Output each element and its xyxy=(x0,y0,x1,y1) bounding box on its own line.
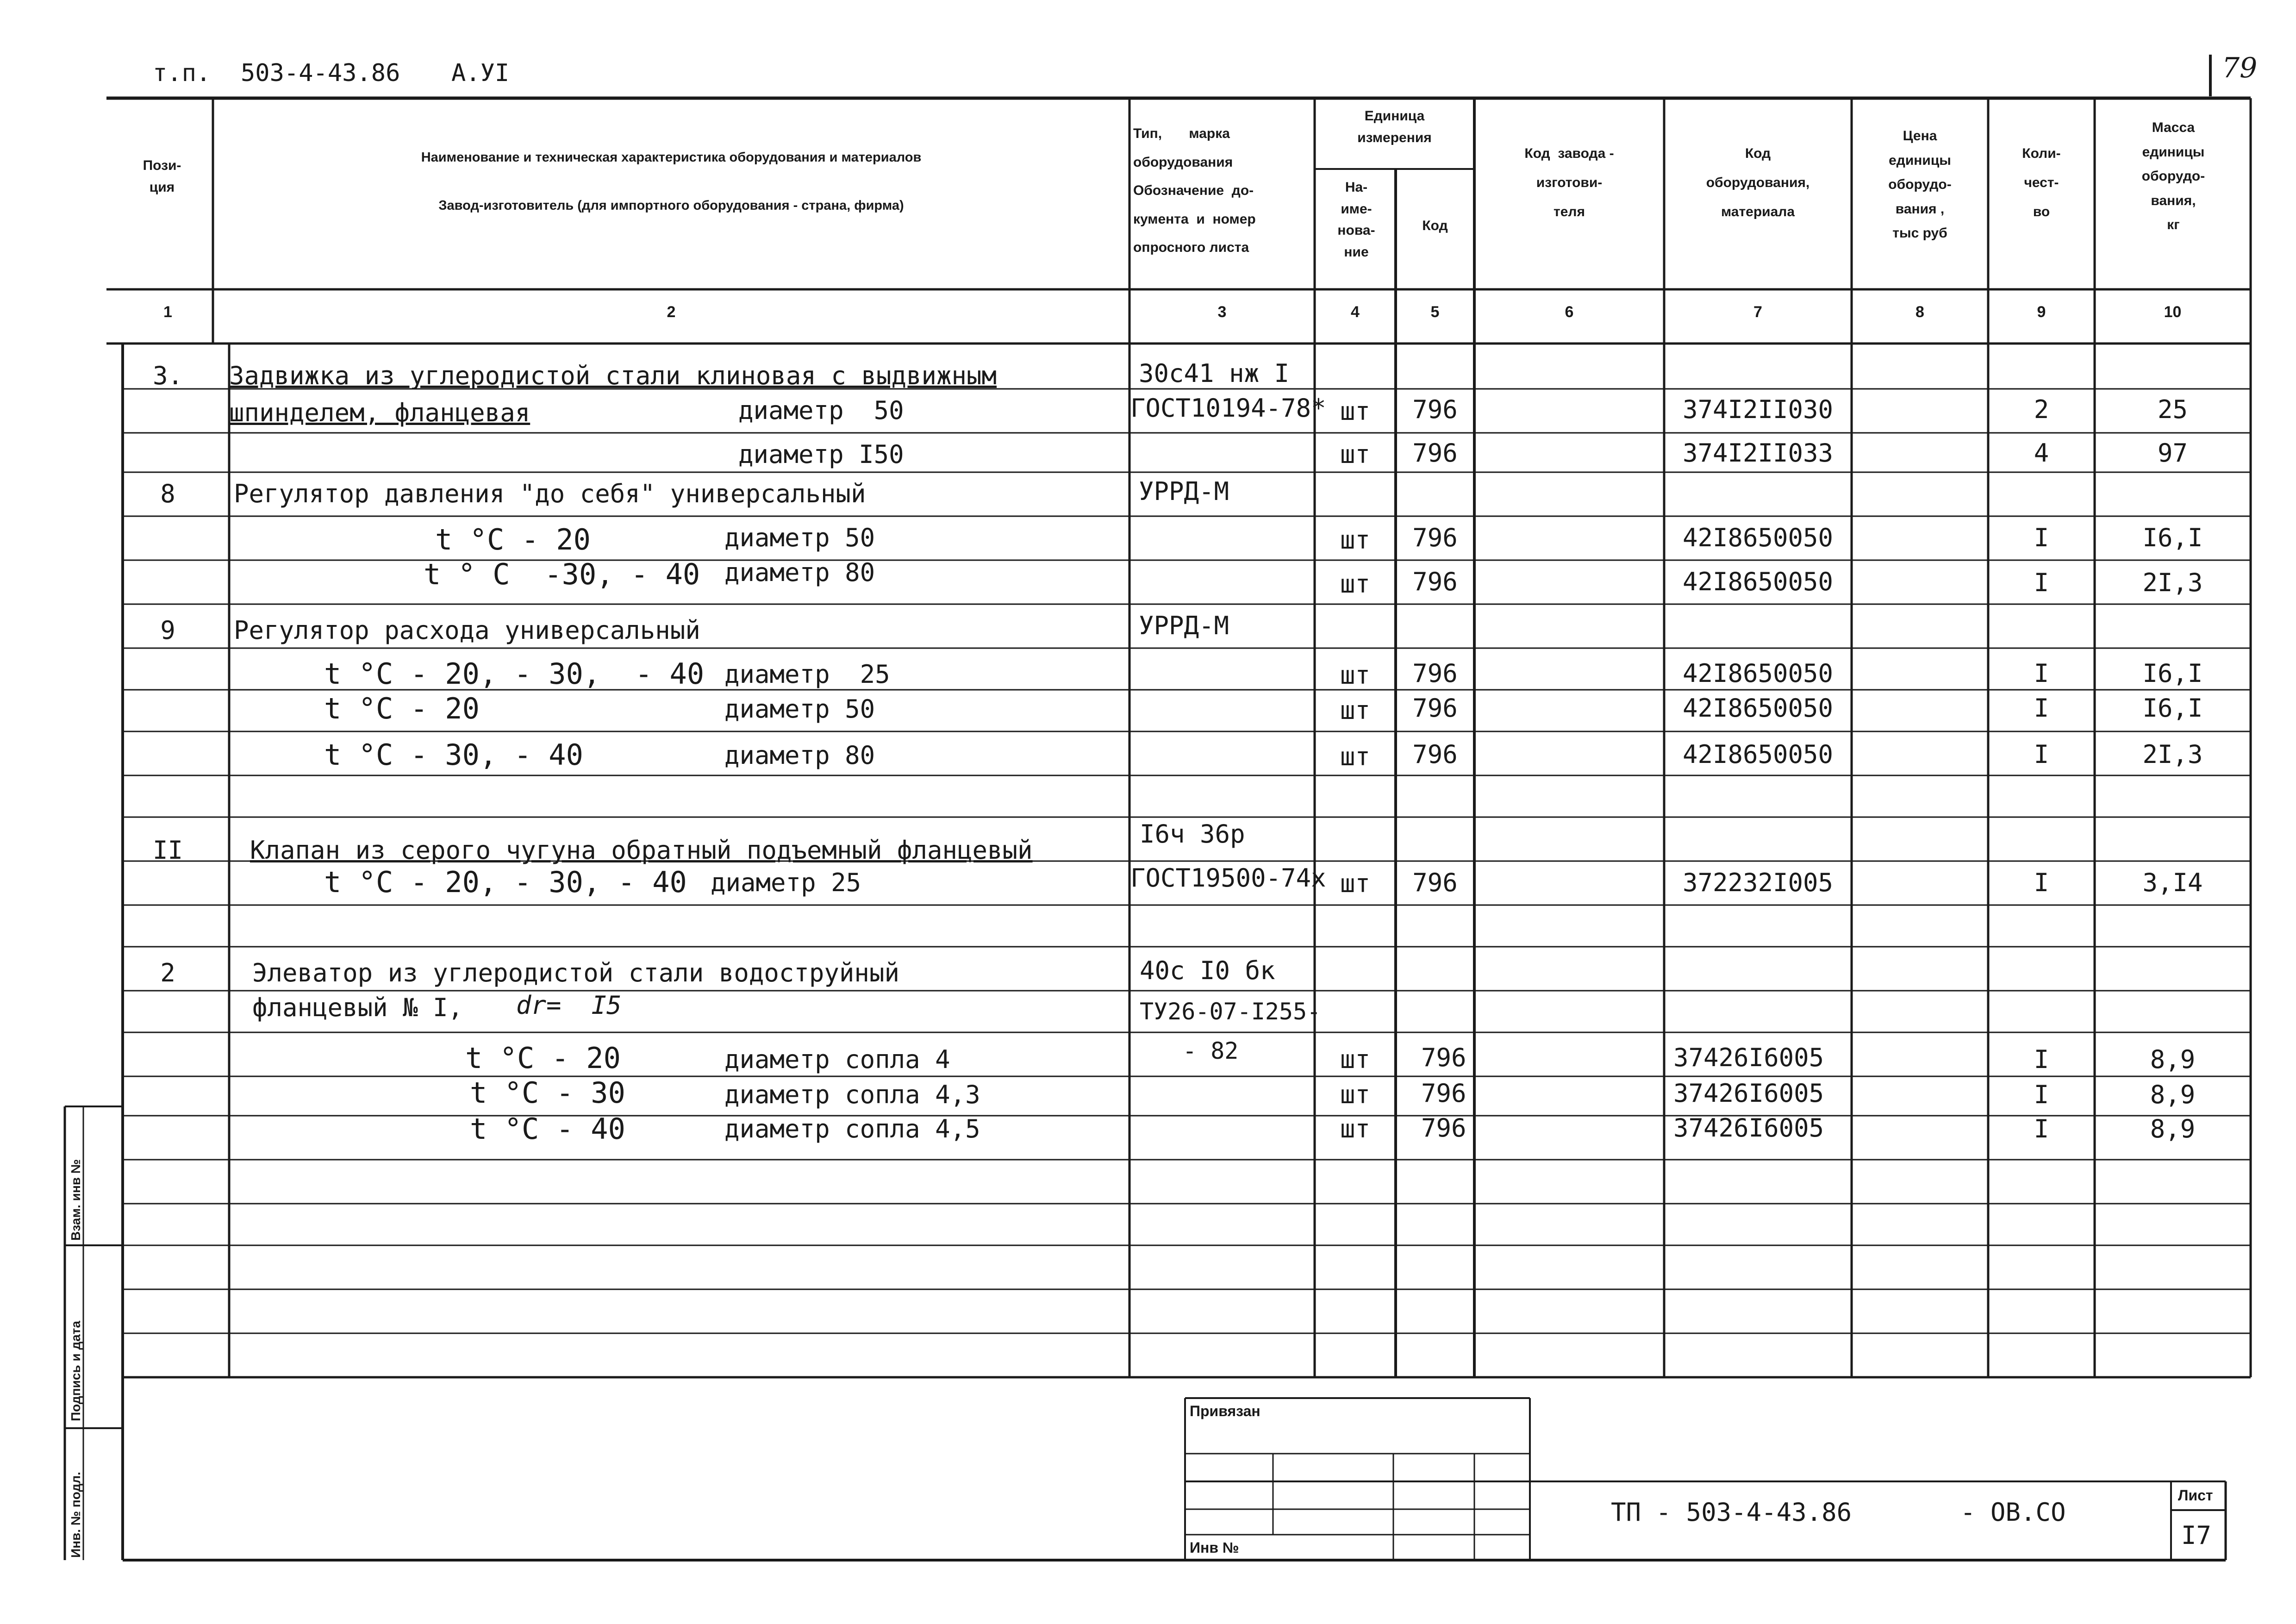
row10-unit: шт xyxy=(1340,742,1371,771)
row12-type: ГОСТ19500-74х xyxy=(1130,863,1326,893)
row7-position: 9 xyxy=(160,616,175,645)
row10-mass: 2I,3 xyxy=(2142,740,2203,769)
row15-temperature: t °C - 20 xyxy=(465,1041,621,1075)
row15-equipment-code: 37426I6005 xyxy=(1673,1043,1824,1072)
row6-temperature: t ° C -30, - 40 xyxy=(424,557,700,591)
row14-type: ТУ26-07-I255- xyxy=(1140,998,1321,1025)
row14-name: фланцевый № I, xyxy=(252,993,463,1022)
row3-equipment-code: 374I2II033 xyxy=(1682,438,1834,468)
row9-equipment-code: 42I8650050 xyxy=(1682,693,1834,723)
sheet-number: I7 xyxy=(2181,1521,2212,1550)
row11-name: Клапан из серого чугуна обратный подъемный фланцевый xyxy=(250,836,1033,865)
row8-unit-code: 796 xyxy=(1412,659,1458,688)
margin-label-inv-original: Инв. № подл. xyxy=(69,1472,83,1558)
row3-mass: 97 xyxy=(2157,438,2188,468)
row5-unit-code: 796 xyxy=(1412,523,1458,552)
row13-name: Элеватор из углеродистой стали водоструйный xyxy=(252,958,899,987)
row17-diameter: диаметр сопла 4,5 xyxy=(724,1114,980,1143)
row10-quantity: I xyxy=(2034,740,2049,769)
row9-quantity: I xyxy=(2034,693,2049,723)
row8-mass: I6,I xyxy=(2142,659,2203,688)
row16-unit-code: 796 xyxy=(1421,1079,1466,1108)
col-header-equipment-code: Код оборудования, материала xyxy=(1706,146,1810,219)
row1-name: Задвижка из углеродистой стали клиновая с выдвижным xyxy=(229,361,997,390)
row17-quantity: I xyxy=(2034,1114,2049,1143)
col-header-plant-code: Код завода - изготови- теля xyxy=(1524,146,1614,219)
row12-unit: шт xyxy=(1340,869,1371,898)
row12-diameter: диаметр 25 xyxy=(711,868,861,897)
row17-unit-code: 796 xyxy=(1421,1113,1466,1143)
row5-mass: I6,I xyxy=(2142,523,2203,552)
row10-diameter: диаметр 80 xyxy=(724,741,875,770)
row16-equipment-code: 37426I6005 xyxy=(1673,1079,1824,1108)
row16-unit: шт xyxy=(1340,1080,1371,1109)
col-header-mass: Масса единицы оборудо- вания, кг xyxy=(2141,120,2205,232)
row8-quantity: I xyxy=(2034,659,2049,688)
col-number-1: 1 xyxy=(163,303,172,321)
row5-unit: шт xyxy=(1340,525,1371,555)
col-header-unit-code: Код xyxy=(1422,218,1448,233)
row9-diameter: диаметр 50 xyxy=(724,694,875,724)
stamp-inv: Инв № xyxy=(1190,1539,1239,1556)
row4-position: 8 xyxy=(160,479,175,508)
doc-number: 503-4-43.86 xyxy=(241,59,400,87)
col-number-5: 5 xyxy=(1430,303,1440,321)
col-header-name-line1: Наименование и техническая характеристика оборудования и материалов xyxy=(421,150,922,165)
row17-mass: 8,9 xyxy=(2150,1114,2196,1143)
row12-quantity: I xyxy=(2034,868,2049,897)
doc-album: А.УI xyxy=(451,59,510,87)
col-number-10: 10 xyxy=(2164,303,2182,321)
row8-unit: шт xyxy=(1340,661,1371,690)
row11-type: I6ч 36р xyxy=(1140,819,1245,849)
row15-quantity: I xyxy=(2034,1045,2049,1074)
row3-unit: шт xyxy=(1340,440,1371,469)
row13-type: 40с I0 бк xyxy=(1140,956,1275,985)
row14-dr: dr= I5 xyxy=(516,991,622,1020)
row11-position: II xyxy=(152,836,183,865)
row2-quantity: 2 xyxy=(2034,395,2049,424)
row2-diameter: диаметр 50 xyxy=(738,396,904,425)
row2-mass: 25 xyxy=(2157,395,2188,424)
row15-unit-code: 796 xyxy=(1421,1043,1466,1072)
row17-unit: шт xyxy=(1340,1114,1371,1143)
title-mark: - ОВ.СО xyxy=(1960,1498,2066,1527)
row6-quantity: I xyxy=(2034,568,2049,597)
row9-unit: шт xyxy=(1340,696,1371,725)
col-number-8: 8 xyxy=(1915,303,1924,321)
row16-diameter: диаметр сопла 4,3 xyxy=(724,1080,980,1109)
col-header-type: Тип, марка оборудования Обозначение до- кумента и номер опросного листа xyxy=(1133,126,1256,255)
row15-mass: 8,9 xyxy=(2150,1045,2196,1074)
row16-mass: 8,9 xyxy=(2150,1080,2196,1109)
row5-diameter: диаметр 50 xyxy=(724,523,875,552)
col-number-6: 6 xyxy=(1565,303,1574,321)
col-header-price: Цена единицы оборудо- вания , тыс руб xyxy=(1888,128,1952,241)
row6-equipment-code: 42I8650050 xyxy=(1682,567,1834,596)
row12-mass: 3,I4 xyxy=(2142,868,2203,897)
row12-equipment-code: 372232I005 xyxy=(1682,868,1834,897)
margin-label-replaced-inv: Взам. инв № xyxy=(69,1159,83,1241)
row13-position: 2 xyxy=(160,958,175,987)
col-number-2: 2 xyxy=(667,303,676,321)
page-number-handwritten: 79 xyxy=(2222,52,2258,84)
row9-unit-code: 796 xyxy=(1412,693,1458,723)
row4-name: Регулятор давления "до себя" универсальный xyxy=(234,479,866,508)
row10-equipment-code: 42I8650050 xyxy=(1682,740,1834,769)
row5-equipment-code: 42I8650050 xyxy=(1682,523,1834,552)
row17-temperature: t °C - 40 xyxy=(470,1112,625,1146)
row8-diameter: диаметр 25 xyxy=(724,660,890,689)
col-header-name-line2: Завод-изготовитель (для импортного оборудования - страна, фирма) xyxy=(438,198,904,213)
row9-temperature: t °C - 20 xyxy=(324,692,480,725)
row7-type: УРРД-М xyxy=(1139,611,1229,640)
row8-temperature: t °C - 20, - 30, - 40 xyxy=(324,657,705,691)
row2-equipment-code: 374I2II030 xyxy=(1682,395,1834,424)
row6-mass: 2I,3 xyxy=(2142,568,2203,597)
row8-equipment-code: 42I8650050 xyxy=(1682,659,1834,688)
col-header-unit-group: Единица измерения xyxy=(1357,108,1432,145)
row15-unit: шт xyxy=(1340,1045,1371,1074)
col-number-4: 4 xyxy=(1351,303,1360,321)
row15-diameter: диаметр сопла 4 xyxy=(724,1045,950,1074)
col-number-9: 9 xyxy=(2037,303,2046,321)
sheet-label: Лист xyxy=(2178,1487,2213,1504)
row17-equipment-code: 37426I6005 xyxy=(1673,1113,1824,1143)
row5-quantity: I xyxy=(2034,523,2049,552)
row1-position: 3. xyxy=(152,361,183,390)
row16-quantity: I xyxy=(2034,1080,2049,1109)
row2-unit-code: 796 xyxy=(1412,395,1458,424)
col-number-3: 3 xyxy=(1217,303,1227,321)
row6-unit: шт xyxy=(1340,569,1371,599)
col-header-unit-name: На- име- нова- ние xyxy=(1337,180,1375,260)
stamp-privyazan: Привязан xyxy=(1190,1403,1260,1419)
col-header-position: Пози- ция xyxy=(143,158,181,195)
row3-quantity: 4 xyxy=(2034,438,2049,468)
row12-unit-code: 796 xyxy=(1412,868,1458,897)
row4-type: УРРД-М xyxy=(1139,477,1229,506)
row12-temperature: t °C - 20, - 30, - 40 xyxy=(324,865,687,899)
row9-mass: I6,I xyxy=(2142,693,2203,723)
row10-unit-code: 796 xyxy=(1412,740,1458,769)
row2-unit: шт xyxy=(1340,397,1371,426)
row10-temperature: t °C - 30, - 40 xyxy=(324,738,583,772)
margin-label-signature-date: Подпись и дата xyxy=(69,1321,83,1421)
row3-diameter: диаметр I50 xyxy=(738,440,904,469)
row5-temperature: t °C - 20 xyxy=(435,523,591,556)
doc-series: т.п. xyxy=(153,59,211,87)
row2-name: шпинделем, фланцевая xyxy=(229,398,530,427)
row6-diameter: диаметр 80 xyxy=(724,558,875,587)
row7-name: Регулятор расхода универсальный xyxy=(234,616,700,645)
row2-type: ГОСТ10194-78* xyxy=(1130,394,1326,423)
row16-temperature: t °C - 30 xyxy=(470,1076,625,1110)
row3-unit-code: 796 xyxy=(1412,438,1458,468)
row1-type: 30с41 нж I xyxy=(1139,359,1290,388)
row15-type: - 82 xyxy=(1183,1037,1239,1064)
title-designation: ТП - 503-4-43.86 xyxy=(1611,1498,1852,1527)
col-header-quantity: Коли- чест- во xyxy=(2022,146,2061,219)
col-number-7: 7 xyxy=(1753,303,1762,321)
row6-unit-code: 796 xyxy=(1412,567,1458,596)
